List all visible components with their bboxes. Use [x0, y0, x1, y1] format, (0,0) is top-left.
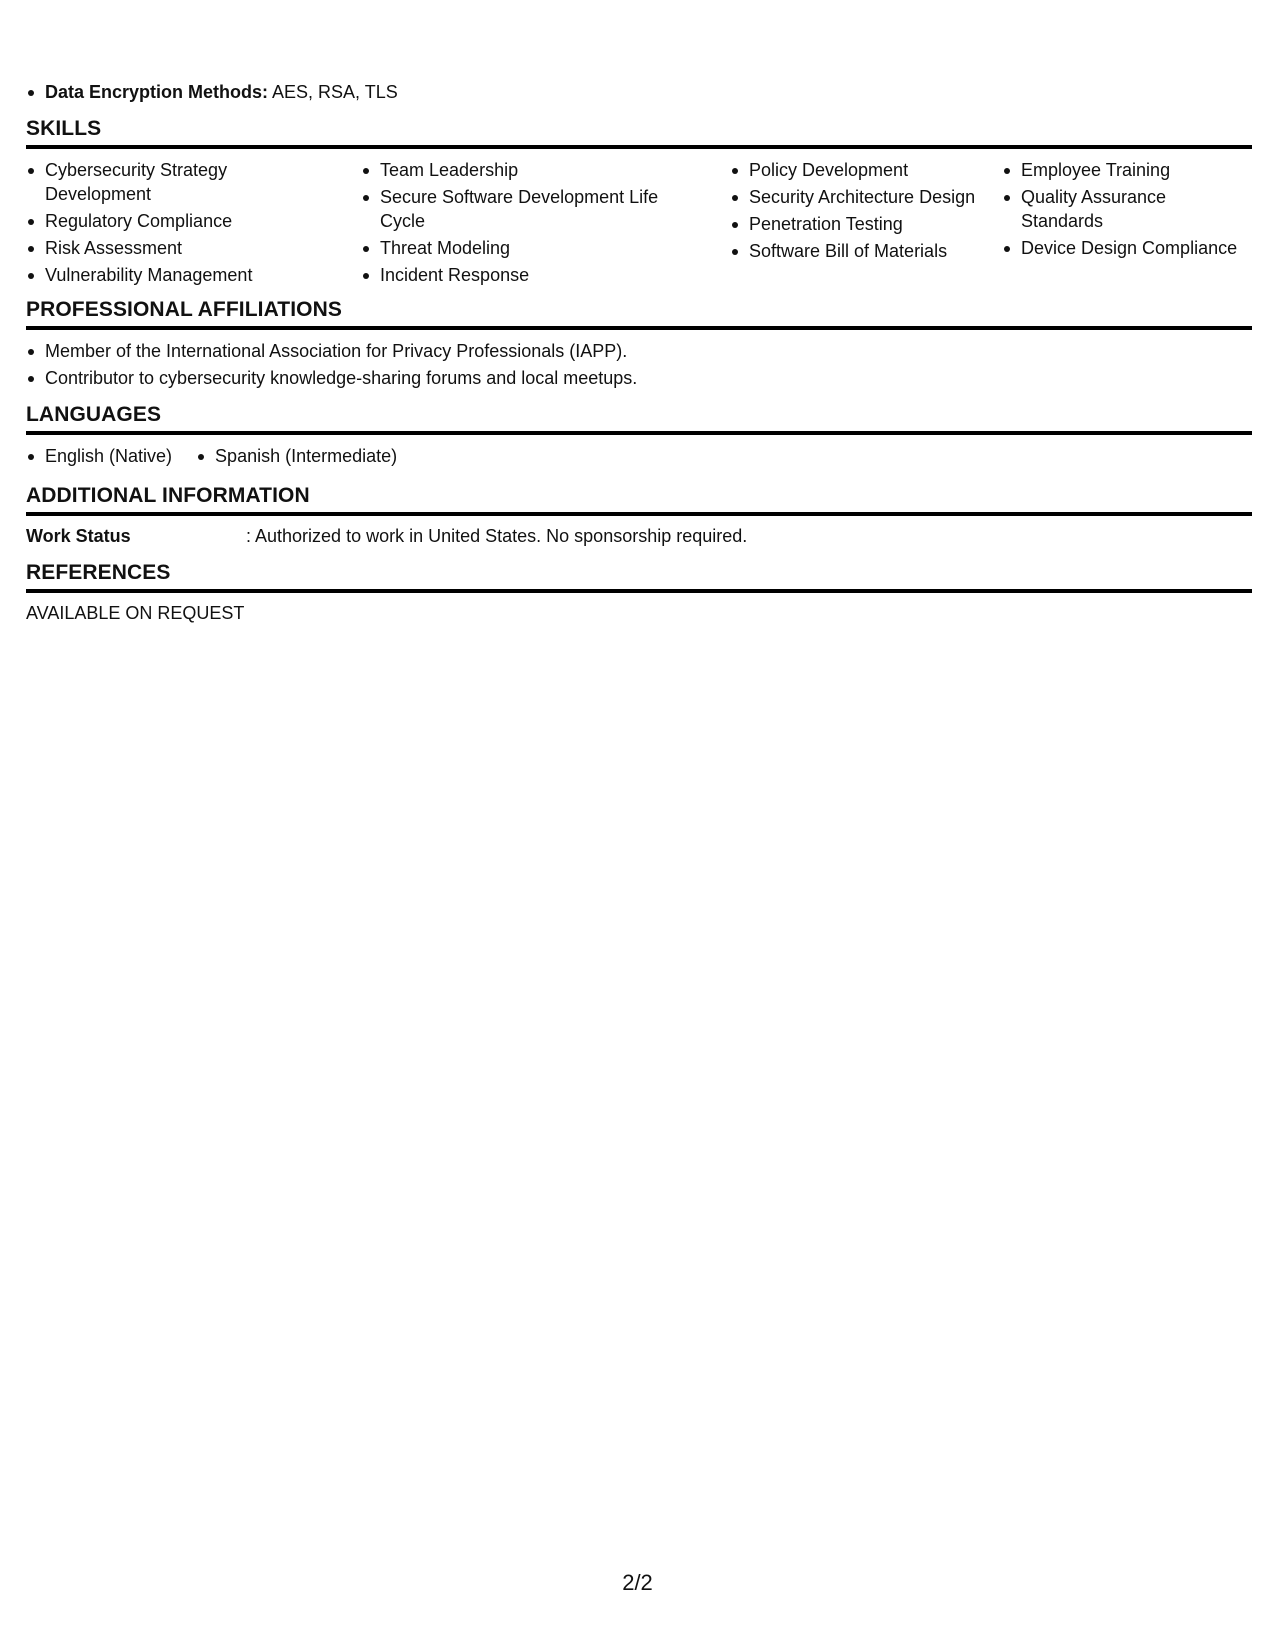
skills-column [361, 158, 691, 290]
section-title: REFERENCES [26, 561, 171, 584]
section-divider [26, 431, 1252, 435]
skill-item: Incident Response [361, 263, 691, 287]
affiliations-section [26, 297, 1252, 393]
additional-info-section [26, 483, 1252, 549]
work-status-label: Work Status [26, 526, 131, 546]
skill-item: Device Design Compliance [1002, 236, 1252, 260]
language-item: English (Native) [26, 444, 172, 469]
references-section [26, 560, 1252, 626]
skill-item: Software Bill of Materials [730, 239, 980, 263]
section-title: PROFESSIONAL AFFILIATIONS [26, 298, 342, 321]
skill-item: Secure Software Development Life Cycle [361, 185, 691, 233]
skills-section [26, 116, 1252, 288]
section-title: ADDITIONAL INFORMATION [26, 484, 310, 507]
skill-item: Penetration Testing [730, 212, 980, 236]
page-number: 2/2 [622, 1570, 653, 1595]
section-divider [26, 589, 1252, 593]
list-item [26, 80, 1252, 105]
languages-list [26, 444, 1252, 471]
skill-item: Regulatory Compliance [26, 209, 326, 233]
section-title: LANGUAGES [26, 403, 162, 426]
skill-item: Threat Modeling [361, 236, 691, 260]
references-text: AVAILABLE ON REQUEST [26, 603, 245, 623]
work-status-value: : Authorized to work in United States. No sponsorship required. [246, 526, 748, 546]
encryption-list [26, 80, 1252, 107]
skills-column [26, 158, 326, 290]
work-status-row [26, 524, 1252, 549]
skill-item: Employee Training [1002, 158, 1252, 182]
section-title: SKILLS [26, 117, 102, 140]
skills-grid [26, 158, 1252, 288]
skill-item: Policy Development [730, 158, 980, 182]
languages-section [26, 402, 1252, 471]
skill-item: Security Architecture Design [730, 185, 980, 209]
section-divider [26, 326, 1252, 330]
skill-item: Vulnerability Management [26, 263, 326, 287]
skill-item: Team Leadership [361, 158, 691, 182]
item-label: Data Encryption Methods: [45, 82, 269, 102]
section-divider [26, 512, 1252, 516]
skill-item: Risk Assessment [26, 236, 326, 260]
skills-column [1002, 158, 1252, 263]
section-divider [26, 145, 1252, 149]
skill-item: Quality Assurance Standards [1002, 185, 1252, 233]
language-item: Spanish (Intermediate) [196, 444, 397, 469]
item-value: AES, RSA, TLS [272, 82, 398, 102]
skills-column [730, 158, 980, 266]
list-item: Member of the International Association for Privacy Professionals (IAPP). [26, 339, 1252, 364]
skill-item: Cybersecurity Strategy Development [26, 158, 326, 206]
list-item: Contributor to cybersecurity knowledge-sharing forums and local meetups. [26, 366, 1252, 391]
affiliations-list [26, 339, 1252, 391]
